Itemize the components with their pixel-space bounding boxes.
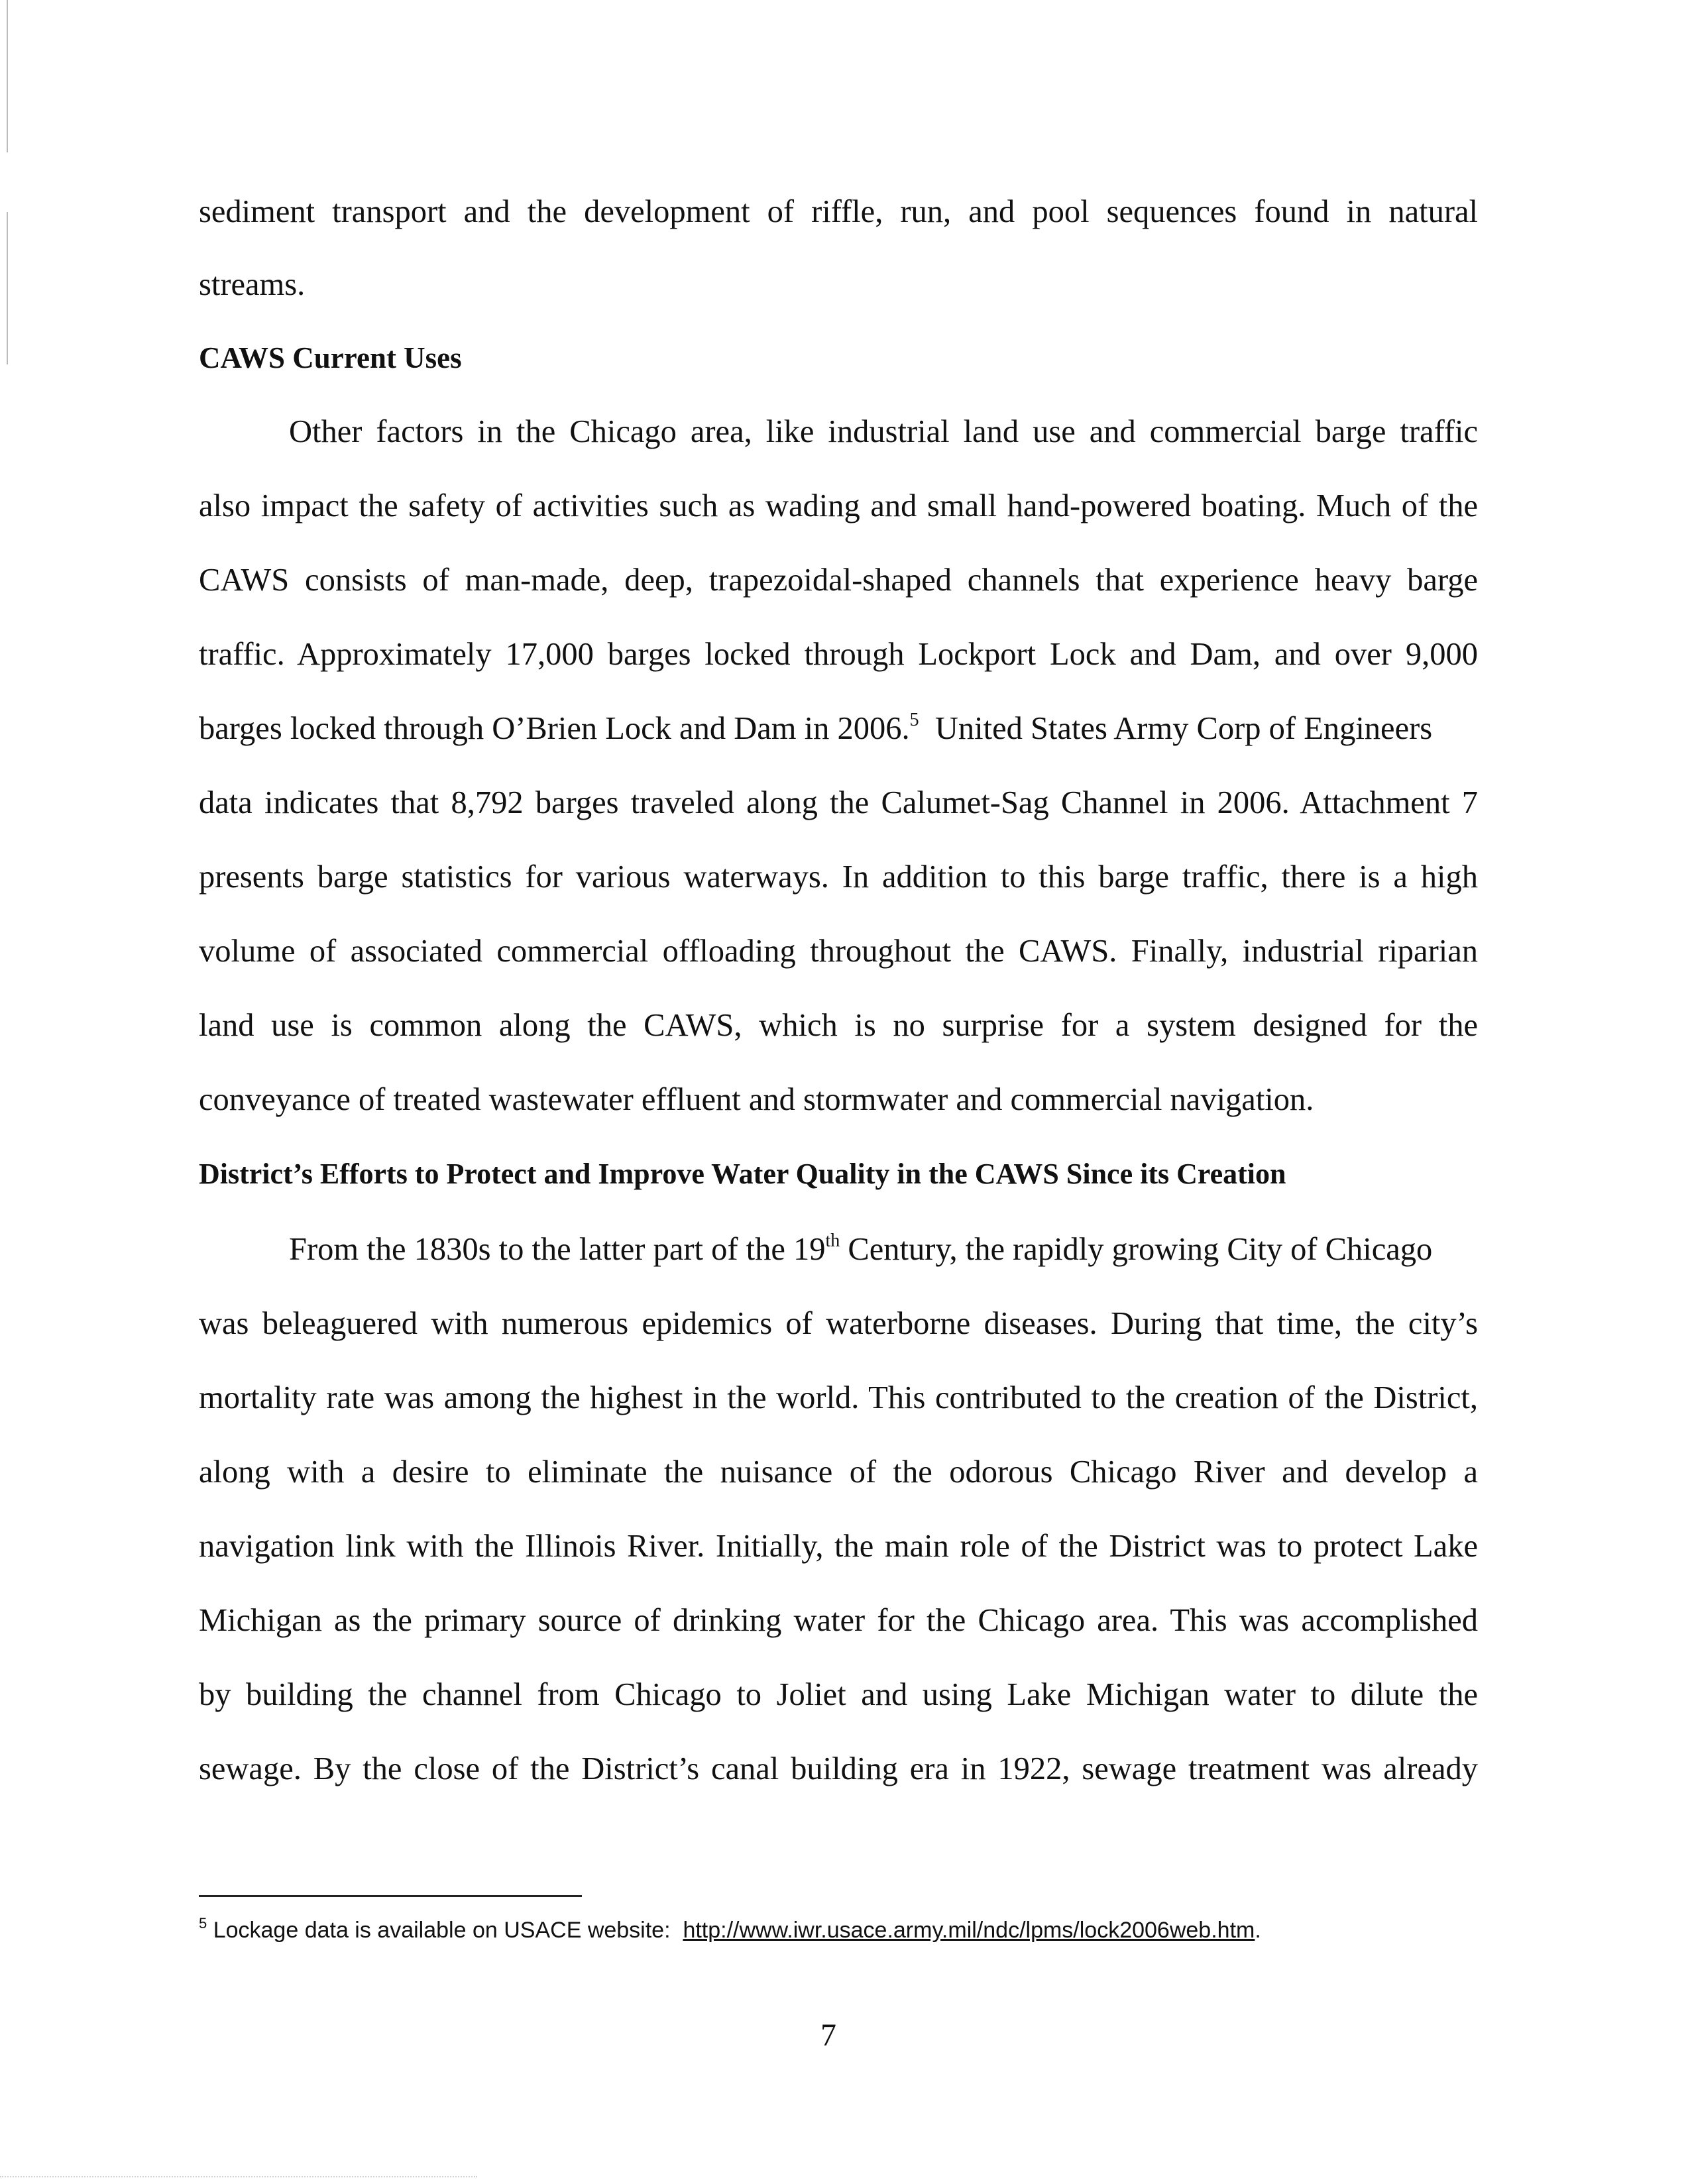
footnote-separator: [199, 1895, 582, 1897]
body-line: [199, 709, 1478, 749]
footnote-number: 5: [199, 1915, 207, 1932]
body-line: also impact the safety of activities such as wading and small hand-powered boating. Much of the: [199, 488, 1478, 523]
body-line: conveyance of treated wastewater effluent and stormwater and commercial navigation.: [199, 1082, 1314, 1117]
body-line: data indicates that 8,792 barges traveled along the Calumet-Sag Channel in 2006. Attachment 7: [199, 785, 1478, 820]
body-text: Century, the rapidly growing City of Chicago: [840, 1232, 1433, 1267]
body-line: along with a desire to eliminate the nuisance of the odorous Chicago River and develop a: [199, 1454, 1478, 1490]
body-line: sediment transport and the development of riffle, run, and pool sequences found in natural: [199, 194, 1478, 229]
scan-edge-mark: [7, 0, 8, 152]
body-text: barges locked through O’Brien Lock and Dam in 2006.: [199, 711, 910, 746]
body-line: CAWS consists of man-made, deep, trapezoidal-shaped channels that experience heavy barge: [199, 563, 1478, 598]
footnote: [199, 1915, 1261, 1945]
section-heading: District’s Efforts to Protect and Improve Water Quality in the CAWS Since its Creation: [199, 1158, 1286, 1190]
footnote-reference: 5: [909, 710, 919, 730]
footnote-text: Lockage data is available on USACE website:: [207, 1918, 683, 1943]
body-text: United States Army Corp of Engineers: [919, 711, 1433, 746]
body-line: presents barge statistics for various waterways. In addition to this barge traffic, there is a high: [199, 859, 1478, 895]
body-line: navigation link with the Illinois River. Initially, the main role of the District was to protect Lake: [199, 1529, 1478, 1564]
footnote-end: .: [1255, 1918, 1261, 1943]
body-line: volume of associated commercial offloading throughout the CAWS. Finally, industrial riparian: [199, 934, 1478, 969]
body-line: Other factors in the Chicago area, like industrial land use and commercial barge traffic: [289, 414, 1478, 449]
body-line: was beleaguered with numerous epidemics of waterborne diseases. During that time, the city’s: [199, 1306, 1478, 1341]
ordinal-superscript: th: [825, 1230, 840, 1251]
body-line: Michigan as the primary source of drinking water for the Chicago area. This was accomplished: [199, 1603, 1478, 1638]
body-line: sewage. By the close of the District’s canal building era in 1922, sewage treatment was already: [199, 1751, 1478, 1786]
scan-edge-mark: [0, 2176, 477, 2177]
scan-edge-mark: [7, 212, 8, 364]
body-text: From the 1830s to the latter part of the 19: [289, 1232, 826, 1267]
page-number: 7: [820, 2018, 836, 2053]
body-line: streams.: [199, 267, 306, 302]
body-line: traffic. Approximately 17,000 barges locked through Lockport Lock and Dam, and over 9,000: [199, 637, 1478, 672]
footnote-link[interactable]: http://www.iwr.usace.army.mil/ndc/lpms/lock2006web.htm: [683, 1918, 1255, 1943]
body-line: by building the channel from Chicago to Joliet and using Lake Michigan water to dilute the: [199, 1677, 1478, 1712]
body-line: mortality rate was among the highest in the world. This contributed to the creation of the District,: [199, 1380, 1478, 1415]
body-line: [289, 1230, 1478, 1270]
body-line: land use is common along the CAWS, which is no surprise for a system designed for the: [199, 1008, 1478, 1043]
section-heading: CAWS Current Uses: [199, 341, 462, 374]
